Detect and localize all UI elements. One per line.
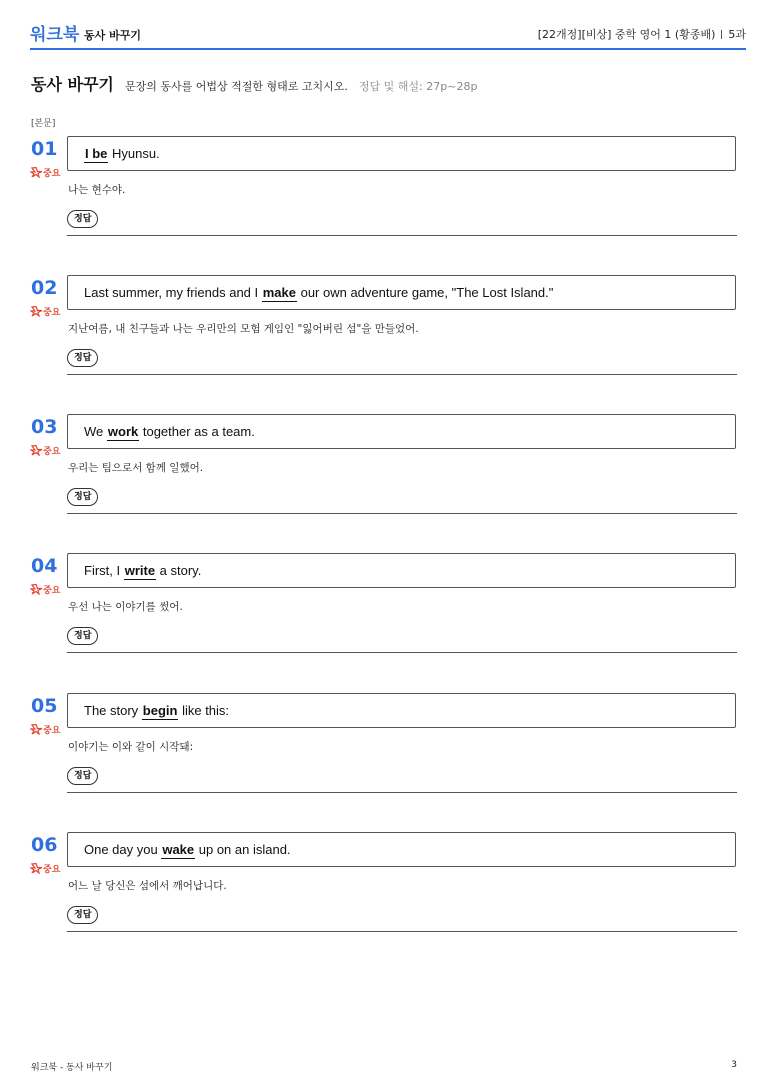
- target-verb: make: [262, 285, 296, 300]
- answer-button[interactable]: 정답: [67, 349, 98, 367]
- badge-label: 중요: [43, 447, 61, 457]
- exercise-item: [0, 832, 768, 942]
- sparkle-icon: [30, 724, 43, 735]
- sentence-box: [67, 414, 736, 449]
- target-verb: begin: [142, 703, 178, 718]
- important-badge: [30, 444, 60, 457]
- page-number: 3: [731, 1060, 737, 1070]
- page-title-row: [31, 72, 477, 95]
- important-badge: [30, 583, 60, 596]
- sentence-box: [67, 553, 736, 588]
- target-verb: write: [124, 563, 156, 578]
- target-verb: I be: [85, 146, 108, 161]
- item-number: 05: [31, 695, 58, 717]
- brand-title: 워크북: [30, 25, 80, 45]
- answer-button[interactable]: 정답: [67, 627, 98, 645]
- sentence-after: up on an island.: [195, 842, 291, 857]
- exercise-item: [0, 275, 768, 385]
- sentence-box: [67, 275, 736, 310]
- korean-translation: 우리는 팀으로서 함께 일했어.: [68, 462, 204, 474]
- important-badge: [30, 723, 60, 736]
- sentence-after: a story.: [156, 563, 202, 578]
- answer-reference: 정답 및 해설: 27p~28p: [358, 80, 478, 93]
- sparkle-icon: [30, 306, 43, 317]
- important-badge: [30, 166, 60, 179]
- instruction-text: 문장의 동사를 어법상 적절한 형태로 고치시오.: [124, 80, 348, 93]
- sparkle-icon: [30, 584, 43, 595]
- answer-line[interactable]: [67, 792, 737, 793]
- sentence-box: [67, 832, 736, 867]
- korean-translation: 어느 날 당신은 섬에서 깨어납니다.: [68, 880, 227, 892]
- course-name: [22개정][비상] 중학 영어 1 (황종배): [537, 28, 716, 41]
- sentence-box: [67, 136, 736, 171]
- badge-label: 중요: [43, 169, 61, 179]
- answer-line[interactable]: [67, 931, 737, 932]
- sparkle-icon: [30, 445, 43, 456]
- header-separator: [721, 30, 722, 39]
- exercise-item: [0, 693, 768, 803]
- badge-label: 중요: [43, 865, 61, 875]
- sparkle-icon: [30, 167, 43, 178]
- footer-label: 워크북 - 동사 바꾸기: [31, 1063, 113, 1073]
- sentence-before: One day you: [84, 842, 162, 857]
- sentence-after: our own adventure game, "The Lost Island.": [296, 285, 554, 300]
- item-number: 03: [31, 416, 58, 438]
- lesson-label: 5과: [728, 28, 746, 41]
- badge-label: 중요: [43, 308, 61, 318]
- section-label: [본문]: [31, 119, 56, 129]
- sentence-after: like this:: [178, 703, 230, 718]
- item-number: 04: [31, 555, 58, 577]
- page-title: 동사 바꾸기: [31, 75, 114, 94]
- exercise-item: [0, 553, 768, 663]
- sentence-after: Hyunsu.: [108, 146, 160, 161]
- target-verb: work: [107, 424, 139, 439]
- answer-button[interactable]: 정답: [67, 488, 98, 506]
- page-header: [30, 18, 746, 50]
- item-number: 01: [31, 138, 58, 160]
- sentence-before: The story: [84, 703, 142, 718]
- exercise-item: [0, 136, 768, 246]
- course-info: [538, 26, 746, 42]
- korean-translation: 나는 현수야.: [68, 184, 126, 196]
- answer-line[interactable]: [67, 652, 737, 653]
- answer-line[interactable]: [67, 513, 737, 514]
- item-number: 06: [31, 834, 58, 856]
- sentence-box: [67, 693, 736, 728]
- answer-line[interactable]: [67, 235, 737, 236]
- sentence-before: First, I: [84, 563, 124, 578]
- korean-translation: 이야기는 이와 같이 시작돼:: [68, 741, 194, 753]
- sentence-before: We: [84, 424, 107, 439]
- korean-translation: 지난여름, 내 친구들과 나는 우리만의 모험 게임인 "잃어버린 섬"을 만들었어.: [68, 323, 419, 335]
- answer-button[interactable]: 정답: [67, 767, 98, 785]
- important-badge: [30, 305, 60, 318]
- exercise-item: [0, 414, 768, 524]
- badge-label: 중요: [43, 726, 61, 736]
- sentence-after: together as a team.: [139, 424, 255, 439]
- korean-translation: 우선 나는 이야기를 썼어.: [68, 601, 183, 613]
- target-verb: wake: [162, 842, 195, 857]
- badge-label: 중요: [43, 586, 61, 596]
- answer-button[interactable]: 정답: [67, 210, 98, 228]
- sparkle-icon: [30, 863, 43, 874]
- answer-button[interactable]: 정답: [67, 906, 98, 924]
- sentence-before: Last summer, my friends and I: [84, 285, 262, 300]
- item-number: 02: [31, 277, 58, 299]
- brand-subtitle: 동사 바꾸기: [84, 29, 141, 42]
- important-badge: [30, 862, 60, 875]
- answer-line[interactable]: [67, 374, 737, 375]
